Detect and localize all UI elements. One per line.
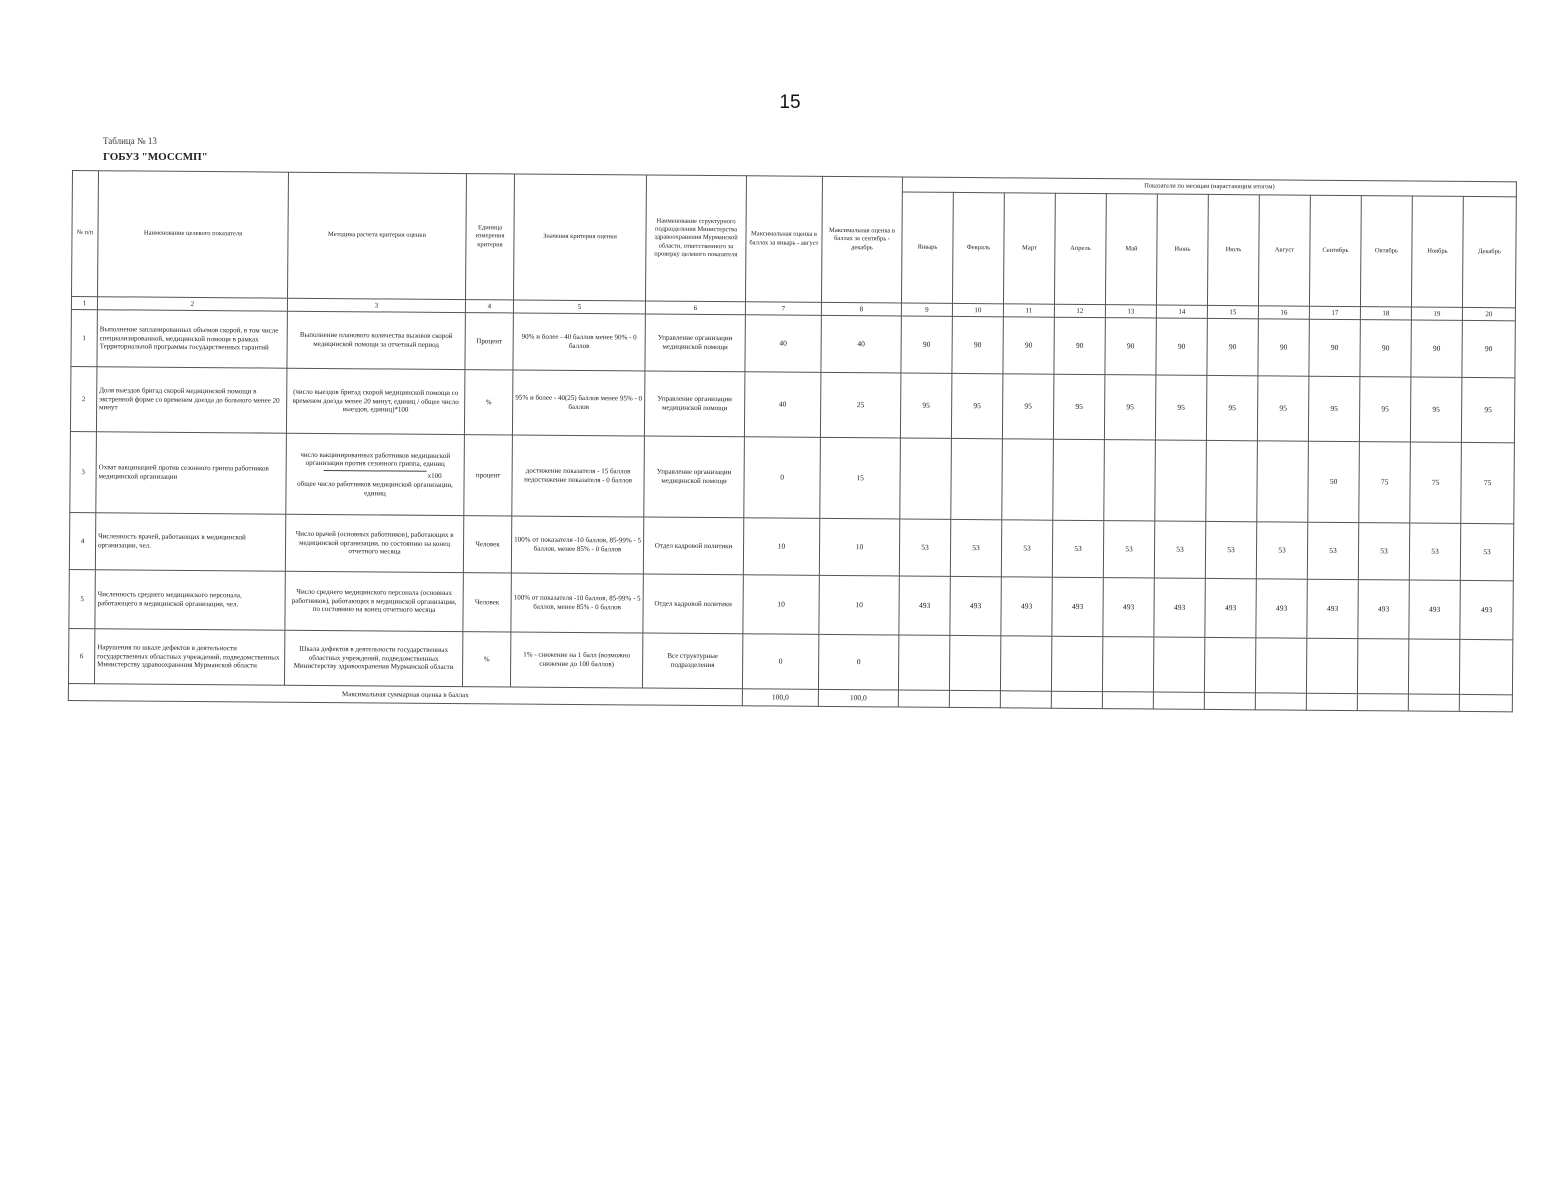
month-value — [1153, 637, 1204, 692]
row-responsible: Все структурные подразделения — [642, 633, 742, 689]
indicators-table — [68, 170, 1517, 712]
total-empty — [1000, 691, 1051, 708]
total-empty — [1459, 694, 1512, 711]
row-responsible: Управление организации медицинской помощи — [644, 436, 745, 518]
row-responsible: Отдел кадровой политики — [643, 517, 743, 575]
month-value: 95 — [900, 373, 952, 438]
month-value: 95 — [1359, 377, 1411, 442]
month-value: 53 — [1409, 523, 1460, 580]
table-row — [70, 431, 1515, 523]
column-number: 14 — [1156, 305, 1207, 318]
row-name: Нарушения по шкале дефектов в деятельности государственных областных учреждений, подведомственных Министерству здравоохранения Мурманской области — [94, 629, 284, 685]
month-value: 493 — [1409, 580, 1460, 639]
total-empty — [1357, 694, 1408, 711]
month-value: 53 — [1052, 520, 1103, 577]
month-value: 493 — [1103, 578, 1154, 637]
month-value: 53 — [1205, 521, 1256, 578]
month-value: 95 — [1257, 376, 1309, 441]
row-criteria: 100% от показателя -10 баллов, 85-99% - 5 баллов, менее 85% - 0 баллов — [511, 516, 643, 574]
row-unit: Человек — [463, 516, 511, 573]
column-number: 9 — [901, 303, 952, 316]
header-months-group: Показатели по месяцам (нарастающим итогом) — [902, 177, 1516, 197]
row-max-sep-dec: 15 — [820, 437, 901, 519]
month-value: 75 — [1410, 442, 1462, 523]
column-number: 5 — [513, 300, 645, 314]
row-unit: процент — [464, 435, 513, 516]
header-method: Методика расчета критерия оценки — [287, 172, 466, 299]
total-label: Максимальная суммарная оценка в баллах — [68, 683, 742, 705]
column-number: 6 — [645, 301, 745, 315]
month-value — [900, 438, 952, 519]
month-value: 90 — [1360, 320, 1411, 377]
column-number: 8 — [821, 302, 901, 316]
month-value: 90 — [1258, 319, 1309, 376]
month-value — [949, 635, 1000, 690]
total-empty — [898, 690, 949, 707]
month-value: 75 — [1359, 442, 1411, 523]
row-max-sep-dec: 40 — [821, 315, 901, 373]
row-num: 3 — [70, 431, 97, 512]
month-value: 493 — [1154, 578, 1205, 637]
month-value: 53 — [899, 519, 950, 576]
row-criteria: 95% и более - 40(25) баллов менее 95% - 0 баллов — [512, 370, 645, 436]
month-value — [1104, 440, 1156, 521]
month-value — [1408, 639, 1459, 694]
month-value: 53 — [1358, 523, 1409, 580]
month-value — [1000, 636, 1051, 691]
row-method: Число врачей (основных работников), работающих в медицинской организации, по состоянию на конец отчетного месяца — [285, 514, 463, 572]
month-value: 493 — [899, 576, 950, 635]
column-number: 10 — [952, 303, 1003, 316]
row-max-jan-aug: 0 — [744, 437, 821, 519]
header-unit: Единица измерения критерия — [465, 174, 514, 300]
month-value: 53 — [1103, 521, 1154, 578]
month-value: 493 — [1205, 578, 1256, 637]
column-number: 1 — [71, 297, 97, 310]
total-empty — [1102, 692, 1153, 709]
column-number: 12 — [1054, 304, 1105, 317]
header-month: Ноябрь — [1411, 196, 1463, 307]
row-num: 1 — [71, 309, 97, 366]
row-max-jan-aug: 0 — [742, 634, 818, 690]
header-row-top — [72, 171, 1516, 197]
month-value: 95 — [1206, 375, 1258, 440]
column-number: 18 — [1360, 307, 1411, 320]
month-value: 493 — [1001, 577, 1052, 636]
month-value: 95 — [1104, 375, 1156, 440]
header-criteria: Значения критерия оценки — [513, 174, 646, 301]
header-num: № п/п — [72, 171, 99, 297]
month-value — [1002, 439, 1054, 520]
header-name: Наименование целевого показателя — [98, 171, 289, 298]
total-empty — [949, 690, 1000, 707]
row-max-jan-aug: 10 — [743, 575, 819, 635]
month-value: 53 — [1307, 522, 1358, 579]
header-max-jan-aug: Максимальная оценка в баллах за январь - август — [745, 176, 822, 303]
column-number: 16 — [1258, 306, 1309, 319]
month-value: 90 — [1105, 318, 1156, 375]
month-value — [1053, 439, 1105, 520]
month-value: 75 — [1461, 442, 1515, 523]
column-number: 7 — [745, 302, 821, 316]
row-max-sep-dec: 0 — [818, 634, 898, 690]
row-name: Выполнение запланированных объемов скорой, в том числе специализированной, медицинской помощи в рамках Территориальной программы государственных гарантий — [97, 310, 287, 368]
month-value — [1255, 638, 1306, 693]
fraction-denominator: общее число работников медицинской организации, единиц — [297, 479, 453, 498]
total-max-jan-aug: 100,0 — [742, 689, 818, 707]
month-value: 95 — [1155, 375, 1207, 440]
column-number: 19 — [1411, 307, 1462, 320]
column-number: 15 — [1207, 305, 1258, 318]
month-value: 493 — [1307, 579, 1358, 638]
header-month: Октябрь — [1360, 196, 1412, 307]
column-number: 11 — [1003, 304, 1054, 317]
month-value: 493 — [1358, 580, 1409, 639]
column-number: 17 — [1309, 306, 1360, 319]
month-value: 95 — [1461, 377, 1515, 442]
row-method: Число среднего медицинского персонала (основных работников), работающих в медицинской организации, по состоянию на конец отчетного месяца — [285, 571, 463, 631]
row-name: Численность врачей, работающих в медицинской организации, чел. — [95, 513, 285, 571]
row-criteria: 100% от показателя -10 баллов, 85-99% - 5 баллов, менее 85% - 0 баллов — [511, 573, 643, 633]
month-value: 53 — [950, 519, 1001, 576]
row-max-sep-dec: 25 — [820, 372, 901, 438]
month-value: 95 — [1308, 376, 1360, 441]
row-criteria: достижение показателя - 15 баллов недостижение показателя - 0 баллов — [512, 435, 645, 517]
month-value — [1257, 441, 1309, 522]
month-value: 53 — [1460, 523, 1513, 580]
month-value: 53 — [1256, 522, 1307, 579]
row-criteria: 1% - снижение на 1 балл (возможно снижение до 100 баллов) — [510, 632, 642, 688]
month-value: 90 — [1411, 320, 1462, 377]
total-empty — [1153, 692, 1204, 709]
row-responsible: Управление организации медицинской помощи — [644, 371, 745, 437]
month-value: 90 — [1156, 318, 1207, 375]
month-value — [1306, 638, 1357, 693]
indicators-table-wrapper — [68, 170, 1517, 712]
total-max-sep-dec: 100,0 — [818, 689, 898, 707]
header-month: Июнь — [1156, 194, 1208, 305]
row-unit: Человек — [463, 573, 511, 632]
column-number: 13 — [1105, 305, 1156, 318]
header-responsible: Наименование структурного подразделения Министерства здравоохранения Мурманской области, ответственного за проверку целевого показателя — [645, 175, 746, 302]
table-row — [70, 366, 1514, 442]
header-month: Февраль — [952, 192, 1004, 303]
month-value: 95 — [1053, 374, 1105, 439]
row-unit: % — [462, 632, 510, 687]
header-month: Август — [1258, 195, 1310, 306]
total-empty — [1204, 692, 1255, 709]
month-value: 90 — [952, 316, 1003, 373]
row-num: 2 — [70, 366, 97, 431]
total-empty — [1306, 693, 1357, 710]
row-max-sep-dec: 10 — [819, 518, 899, 576]
month-value: 493 — [1460, 580, 1513, 639]
month-value: 90 — [1054, 317, 1105, 374]
row-method: (число выездов бригад скорой медицинской помощи со временем доезда менее 20 минут, единиц / общее число выездов, единиц)*100 — [286, 368, 465, 434]
fraction-multiplier: x100 — [427, 471, 442, 481]
month-value: 90 — [1309, 319, 1360, 376]
month-value — [1155, 440, 1207, 521]
header-month: Декабрь — [1462, 196, 1516, 307]
page-number: 15 — [779, 92, 801, 113]
header-max-sep-dec: Максимальная оценка в баллах за сентябрь - декабрь — [821, 176, 902, 303]
row-num: 6 — [68, 628, 94, 683]
total-empty — [1051, 691, 1102, 708]
month-value — [951, 438, 1003, 519]
month-value — [898, 635, 949, 690]
month-value — [1357, 639, 1408, 694]
month-value: 493 — [1052, 577, 1103, 636]
header-month: Июль — [1207, 194, 1259, 305]
month-value: 90 — [1003, 317, 1054, 374]
row-responsible: Отдел кадровой политики — [643, 574, 743, 634]
row-max-jan-aug: 40 — [745, 315, 821, 373]
total-empty — [1408, 694, 1459, 711]
header-month: Март — [1003, 193, 1055, 304]
month-value: 53 — [1001, 520, 1052, 577]
row-unit: % — [464, 370, 513, 435]
month-value — [1459, 639, 1512, 694]
month-value: 493 — [950, 576, 1001, 635]
column-number: 2 — [97, 297, 287, 311]
month-value: 95 — [1410, 377, 1462, 442]
month-value: 95 — [1002, 374, 1054, 439]
row-method: Выполнение планового количества вызовов скорой медицинской помощи за отчетный период — [287, 311, 465, 369]
month-value: 95 — [951, 373, 1003, 438]
row-max-jan-aug: 10 — [743, 518, 819, 576]
row-unit: Процент — [465, 313, 513, 370]
month-value: 53 — [1154, 521, 1205, 578]
month-value: 90 — [1462, 320, 1515, 377]
month-value: 90 — [1207, 318, 1258, 375]
column-number: 3 — [287, 298, 465, 312]
month-value — [1206, 440, 1258, 521]
row-name: Охват вакцинацией против сезонного гриппа работников медицинской организации — [96, 432, 287, 514]
month-value — [1204, 637, 1255, 692]
row-name: Доля выездов бригад скорой медицинской помощи в экстренной форме со временем доезда до больного менее 20 минут — [96, 367, 287, 433]
row-method-fraction — [286, 433, 465, 515]
header-month: Апрель — [1054, 193, 1106, 304]
column-number: 20 — [1462, 307, 1515, 320]
month-value: 90 — [901, 316, 952, 373]
month-value — [1051, 636, 1102, 691]
total-empty — [1255, 693, 1306, 710]
month-value: 50 — [1308, 441, 1360, 522]
row-criteria: 90% и более - 40 баллов менее 90% - 0 баллов — [513, 313, 645, 371]
header-month: Январь — [901, 192, 953, 303]
row-num: 5 — [69, 569, 95, 628]
row-responsible: Управление организации медицинской помощи — [645, 314, 745, 372]
organization-title: ГОБУЗ "МОССМП" — [103, 151, 208, 163]
row-num: 4 — [69, 512, 95, 569]
row-max-sep-dec: 10 — [819, 575, 899, 635]
header-month: Май — [1105, 194, 1157, 305]
month-value — [1102, 637, 1153, 692]
row-method: Шкала дефектов в деятельности государственных областных учреждений, подведомственных Министерству здравоохранения Мурманской области — [284, 630, 462, 686]
month-value: 493 — [1256, 579, 1307, 638]
column-number: 4 — [465, 300, 513, 313]
table-caption: Таблица № 13 — [103, 136, 157, 146]
header-month: Сентябрь — [1309, 195, 1361, 306]
row-name: Численность среднего медицинского персонала, работающего в медицинской организации, чел. — [95, 570, 285, 630]
row-max-jan-aug: 40 — [744, 372, 821, 438]
fraction-numerator: число вакцинированных работников медицинской организации против сезонного гриппа, единиц — [300, 450, 451, 469]
